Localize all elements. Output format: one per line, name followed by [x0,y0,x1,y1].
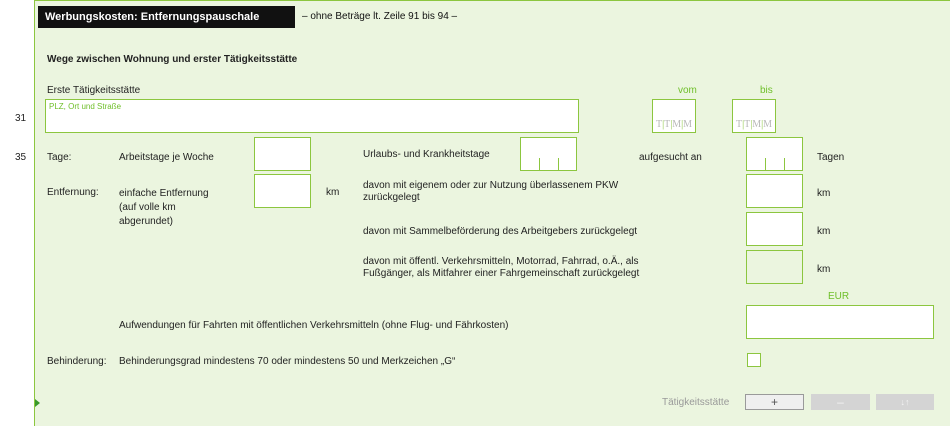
disability-text: Behinderungsgrad mindestens 70 oder mindestens 50 und Merkzeichen „G“ [119,356,456,367]
employer-transport-km-field[interactable] [746,212,803,246]
date-to-field[interactable] [732,99,776,133]
workplace-address-field[interactable] [45,99,579,133]
distance-label: Entfernung: [47,187,99,198]
add-workplace-button[interactable]: + [745,394,804,410]
section-header-title: Werbungskosten: Entfernungspauschale [38,6,295,28]
employer-transport-label: davon mit Sammelbeförderung des Arbeitgebers zurückgelegt [363,226,638,237]
remove-workplace-button[interactable]: – [811,394,870,410]
expand-arrow-icon[interactable] [35,399,40,407]
sort-workplaces-button[interactable]: ↓↑ [876,394,934,410]
own-car-km-field[interactable] [746,174,803,208]
workplace-address-placeholder: PLZ, Ort und Straße [49,102,122,111]
date-to-label: bis [760,85,773,96]
workdays-per-week-field[interactable] [254,137,311,171]
visited-days-field[interactable] [746,137,803,171]
disability-checkbox[interactable] [747,353,761,367]
eur-currency-label: EUR [828,291,850,302]
line-number-35: 35 [15,152,27,163]
date-from-placeholder: T | T | M | M [656,119,693,130]
date-from-label: vom [678,85,697,96]
days-unit-label: Tagen [817,152,845,163]
employer-transport-km-unit: km [817,226,831,237]
own-car-km-unit: km [817,188,831,199]
section-header-note: – ohne Beträge lt. Zeile 91 bis 94 – [302,11,458,22]
footer-workplace-label: Tätigkeitsstätte [662,397,730,408]
simple-distance-field[interactable] [254,174,311,208]
workdays-per-week-label: Arbeitstage je Woche [119,152,214,163]
simple-distance-unit: km [326,187,340,198]
workplace-label: Erste Tätigkeitsstätte [47,85,141,96]
vacation-sick-days-field[interactable] [520,137,577,171]
date-to-placeholder: T | T | M | M [736,119,773,130]
public-transport-label: davon mit öffentl. Verkehrsmitteln, Motorrad, Fahrrad, o.Ä., als Fußgänger, als Mitfahrer einer Fahrgemeinschaft zurückgelegt [363,256,640,279]
vacation-sick-days-label: Urlaubs- und Krankheitstage [363,149,490,160]
subsection-title: Wege zwischen Wohnung und erster Tätigkeitsstätte [47,54,298,65]
own-car-label: davon mit eigenem oder zur Nutzung überlassenem PKW zurückgelegt [363,180,619,203]
visited-on-label: aufgesucht an [639,152,702,163]
public-transport-expenses-label: Aufwendungen für Fahrten mit öffentlichen Verkehrsmitteln (ohne Flug- und Fährkosten) [119,320,509,331]
panel-top-border [34,0,950,1]
simple-distance-label: einfache Entfernung (auf volle km abgerundet) [119,188,209,227]
days-label: Tage: [47,152,72,163]
public-transport-expenses-field[interactable] [746,305,934,339]
date-from-field[interactable] [652,99,696,133]
public-transport-km-field[interactable] [746,250,803,284]
line-number-31: 31 [15,113,27,124]
public-transport-km-unit: km [817,264,831,275]
disability-label: Behinderung: [47,356,107,367]
